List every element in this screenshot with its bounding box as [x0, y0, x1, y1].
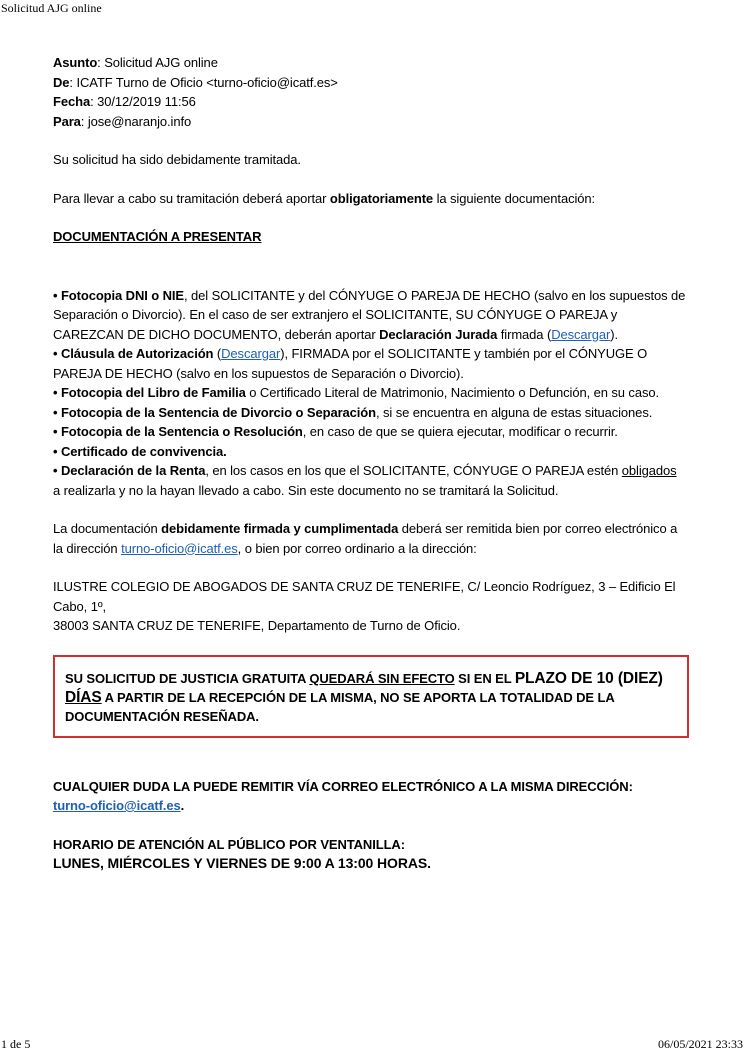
to-line [53, 112, 687, 132]
clausula-bold: • Cláusula de Autorización [53, 346, 214, 361]
subject-line [53, 53, 687, 73]
doubts-end: . [180, 798, 185, 813]
dni-text2: firmada ( [497, 326, 552, 342]
warning-part1: SU SOLICITUD DE JUSTICIA GRATUITA [65, 670, 310, 686]
date-line [53, 92, 687, 112]
download-link-clausula[interactable]: Descargar [221, 346, 281, 361]
dni-bold2: Declaración Jurada [379, 326, 498, 342]
requirement-post: la siguiente documentación: [433, 190, 596, 206]
libro-bold: • Fotocopia del Libro de Familia [53, 385, 246, 400]
hours-text: LUNES, MIÉRCOLES Y VIERNES DE 9:00 A 13:00 HORAS. [53, 855, 431, 871]
doubts-label: CUALQUIER DUDA LA PUEDE REMITIR VÍA CORREO ELECTRÓNICO A LA MISMA DIRECCIÓN: [53, 778, 633, 794]
subject-label: Asunto [53, 55, 98, 70]
sentencia-text: , si se encuentra en alguna de estas situaciones. [376, 404, 653, 420]
date-value: : 30/12/2019 11:56 [90, 94, 196, 109]
list-item-renta [53, 461, 687, 500]
from-label: De [53, 74, 70, 90]
dni-text: , del SOLICITANTE y del CÓNYUGE O PAREJA DE HECHO (salvo en los supuestos de Separación o Divorcio). En el caso de ser extranjero el SOLICITANTE, SU CÓNYUGE O PAREJA y CAREZCAN DE DICHO DOCUMENTO, deberán aportar [53, 287, 686, 342]
warning-deadline: PLAZO DE 10 (DIEZ) [514, 669, 663, 687]
email-document [53, 53, 687, 874]
delivery-post: , o bien por correo ordinario a la dirección: [237, 540, 477, 556]
dni-bold: • Fotocopia DNI o NIE [53, 287, 185, 303]
address-line-1: ILUSTRE COLEGIO DE ABOGADOS DE SANTA CRUZ DE TENERIFE, C/ Leoncio Rodríguez, 3 – Edificio El Cabo, 1º, [53, 579, 676, 614]
sentencia-bold: • Fotocopia de la Sentencia de Divorcio o Separación [53, 404, 376, 420]
delivery-mid: deberá ser remitida bien por correo electrónico a la dirección [53, 521, 678, 556]
address-line-2: 38003 SANTA CRUZ DE TENERIFE, Departamento de Turno de Oficio. [53, 618, 461, 633]
convivencia-bold: • Certificado de convivencia. [53, 443, 227, 459]
list-item-resolucion [53, 422, 687, 442]
email-meta [53, 53, 687, 131]
doubts-text [53, 777, 687, 816]
page-header-title: Solicitud AJG online [1, 1, 102, 15]
renta-bold: • Declaración de la Renta [53, 463, 206, 478]
clausula-pre: ( [213, 346, 222, 361]
clausula-text: ), FIRMADA por el SOLICITANTE y también por el CÓNYUGE O PAREJA DE HECHO (salvo en los supuestos de Separación o Divorcio). [53, 346, 648, 381]
print-datetime: 06/05/2021 23:33 [657, 1037, 743, 1051]
hours-title: HORARIO DE ATENCIÓN AL PÚBLICO POR VENTANILLA: [53, 836, 405, 852]
list-item-dni [53, 286, 687, 345]
libro-text: o Certificado Literal de Matrimonio, Nacimiento o Defunción, en su caso. [245, 385, 660, 400]
delivery-bold: debidamente firmada y cumplimentada [161, 521, 399, 536]
resolucion-text: , en caso de que se quiera ejecutar, modificar o recurrir. [302, 424, 618, 439]
to-label: Para [53, 113, 81, 129]
requirement-pre: Para llevar a cabo su tramitación deberá aportar [53, 190, 330, 206]
renta-text2: a realizarla y no la hayan llevado a cabo. Sin este documento no se tramitará la Solicitud. [53, 482, 559, 498]
warning-days: DÍAS [65, 688, 102, 706]
requirement-bold: obligatoriamente [329, 190, 434, 206]
doubts-email-link[interactable]: turno-oficio@icatf.es [53, 798, 181, 813]
dni-end: ). [610, 326, 619, 342]
to-value: : jose@naranjo.info [80, 113, 192, 129]
warning-part2: QUEDARÁ SIN EFECTO [309, 670, 455, 686]
requirement-text [53, 189, 687, 209]
date-label: Fecha [53, 94, 91, 109]
intro-text: Su solicitud ha sido debidamente tramitada. [53, 152, 301, 167]
warning-box [53, 655, 689, 738]
from-line [53, 73, 687, 93]
page-number: 1 de 5 [1, 1037, 31, 1051]
renta-underlined: obligados [621, 463, 677, 478]
list-item-clausula [53, 344, 687, 383]
section-title: DOCUMENTACIÓN A PRESENTAR [53, 229, 262, 244]
resolucion-bold: • Fotocopia de la Sentencia o Resolución [53, 424, 303, 439]
delivery-pre: La documentación [53, 521, 162, 536]
list-item-libro [53, 383, 687, 403]
from-value: : ICATF Turno de Oficio <turno-oficio@icatf.es> [69, 74, 338, 90]
list-item-convivencia [53, 442, 687, 462]
subject-value: : Solicitud AJG online [97, 55, 218, 70]
delivery-email-link[interactable]: turno-oficio@icatf.es [121, 540, 238, 556]
document-list [53, 286, 687, 501]
renta-text: , en los casos en los que el SOLICITANTE, CÓNYUGE O PAREJA estén [205, 463, 622, 478]
list-item-sentencia [53, 403, 687, 423]
download-link-declaracion[interactable]: Descargar [551, 326, 611, 342]
warning-part3: SI EN EL [454, 670, 515, 686]
warning-part6: A PARTIR DE LA RECEPCIÓN DE LA MISMA, NO SE APORTA LA TOTALIDAD DE LA DOCUMENTACIÓN RESEÑADA. [65, 689, 615, 724]
delivery-text [53, 519, 687, 558]
